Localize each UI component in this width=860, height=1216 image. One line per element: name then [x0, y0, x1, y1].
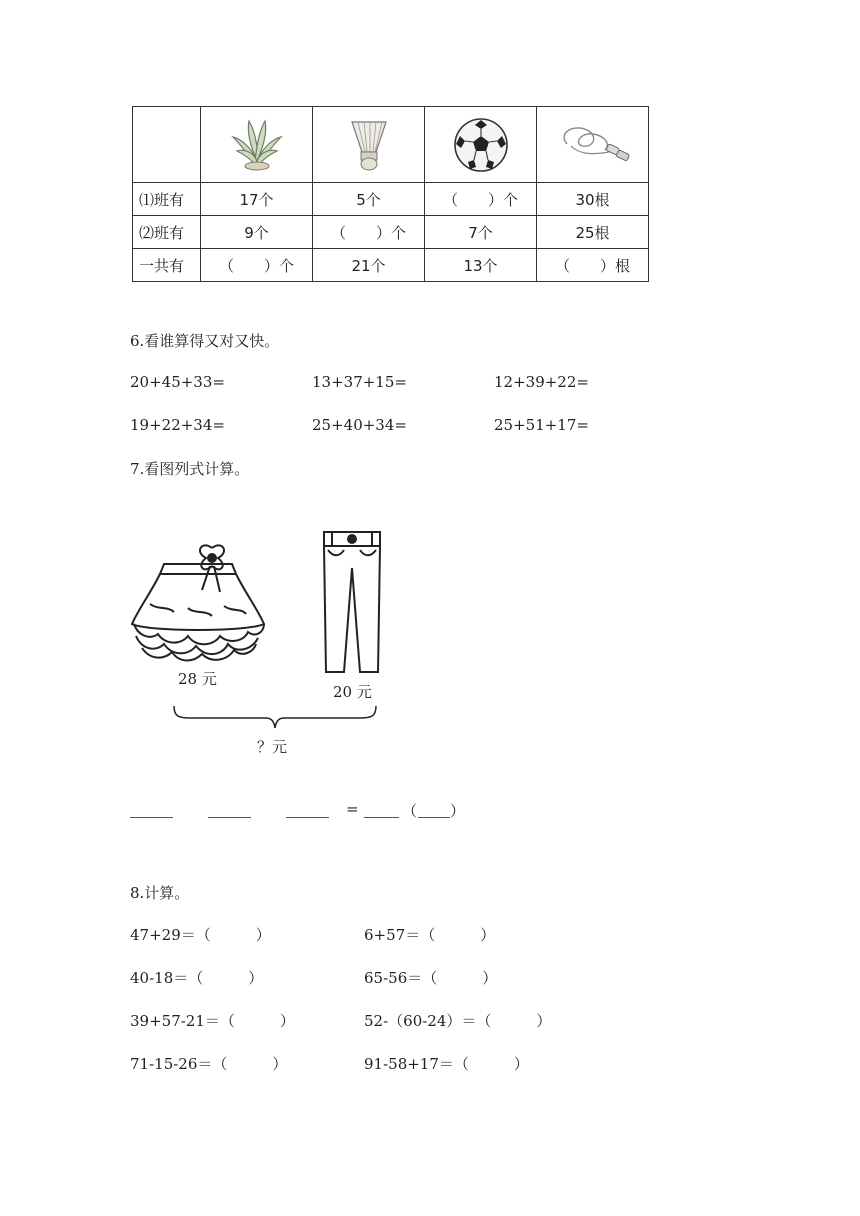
table-cell: 17个	[201, 183, 313, 216]
table-header-soccer-ball	[425, 107, 537, 183]
q6-expr: 25+51+17=	[494, 416, 589, 434]
q8-expr: 6+57＝（ ）	[364, 926, 496, 944]
table-header-shuttlecock	[313, 107, 425, 183]
flower-icon	[227, 117, 287, 173]
paren-open: （	[402, 802, 418, 820]
q6-title: 6.看谁算得又对又快。	[130, 332, 280, 350]
equals-sign: =	[346, 800, 359, 818]
table-cell: 9个	[201, 216, 313, 249]
sports-items-table	[132, 106, 649, 282]
skirt-price: 28 元	[178, 670, 217, 688]
pants-icon	[318, 528, 386, 676]
paren-close: ）	[450, 802, 466, 820]
table-cell: 7个	[425, 216, 537, 249]
q8-expr: 65-56＝（ ）	[364, 969, 498, 987]
total-price: ？元	[257, 738, 288, 756]
soccer-ball-icon	[452, 116, 510, 174]
table-header-jump-rope	[537, 107, 649, 183]
table-cell-blank[interactable]: （ ）个	[425, 183, 537, 216]
table-cell: 25根	[537, 216, 649, 249]
q6-expr: 20+45+33=	[130, 373, 225, 391]
answer-blank[interactable]	[130, 817, 173, 818]
table-cell: 21个	[313, 249, 425, 282]
pants-price: 20 元	[333, 683, 372, 701]
q8-expr: 91-58+17＝（ ）	[364, 1055, 529, 1073]
table-row	[133, 249, 649, 282]
row-label: 一共有	[133, 249, 201, 282]
q7-title: 7.看图列式计算。	[130, 460, 250, 478]
q6-expr: 13+37+15=	[312, 373, 407, 391]
table-corner-cell	[133, 107, 201, 183]
table-row	[133, 183, 649, 216]
brace-icon	[170, 704, 380, 730]
row-label: ⑵班有	[133, 216, 201, 249]
q8-expr: 52-（60-24）＝（ ）	[364, 1012, 552, 1030]
table-cell-blank[interactable]: （ ）个	[313, 216, 425, 249]
answer-blank[interactable]	[208, 817, 251, 818]
q6-expr: 19+22+34=	[130, 416, 225, 434]
q8-expr: 71-15-26＝（ ）	[130, 1055, 288, 1073]
table-cell: 30根	[537, 183, 649, 216]
q8-expr: 39+57-21＝（ ）	[130, 1012, 295, 1030]
q8-title: 8.计算。	[130, 884, 190, 902]
table-cell: 5个	[313, 183, 425, 216]
shuttlecock-icon	[344, 116, 394, 174]
table-cell-blank[interactable]: （ ）根	[537, 249, 649, 282]
table-cell: 13个	[425, 249, 537, 282]
q8-expr: 40-18＝（ ）	[130, 969, 264, 987]
q6-expr: 12+39+22=	[494, 373, 589, 391]
table-cell-blank[interactable]: （ ）个	[201, 249, 313, 282]
unit-blank[interactable]	[418, 817, 450, 818]
q6-expr: 25+40+34=	[312, 416, 407, 434]
table-header-flower	[201, 107, 313, 183]
jump-rope-icon	[553, 122, 633, 168]
answer-blank[interactable]	[286, 817, 329, 818]
q8-expr: 47+29＝（ ）	[130, 926, 271, 944]
answer-blank[interactable]	[364, 817, 399, 818]
row-label: ⑴班有	[133, 183, 201, 216]
skirt-icon	[128, 540, 268, 666]
table-row	[133, 216, 649, 249]
